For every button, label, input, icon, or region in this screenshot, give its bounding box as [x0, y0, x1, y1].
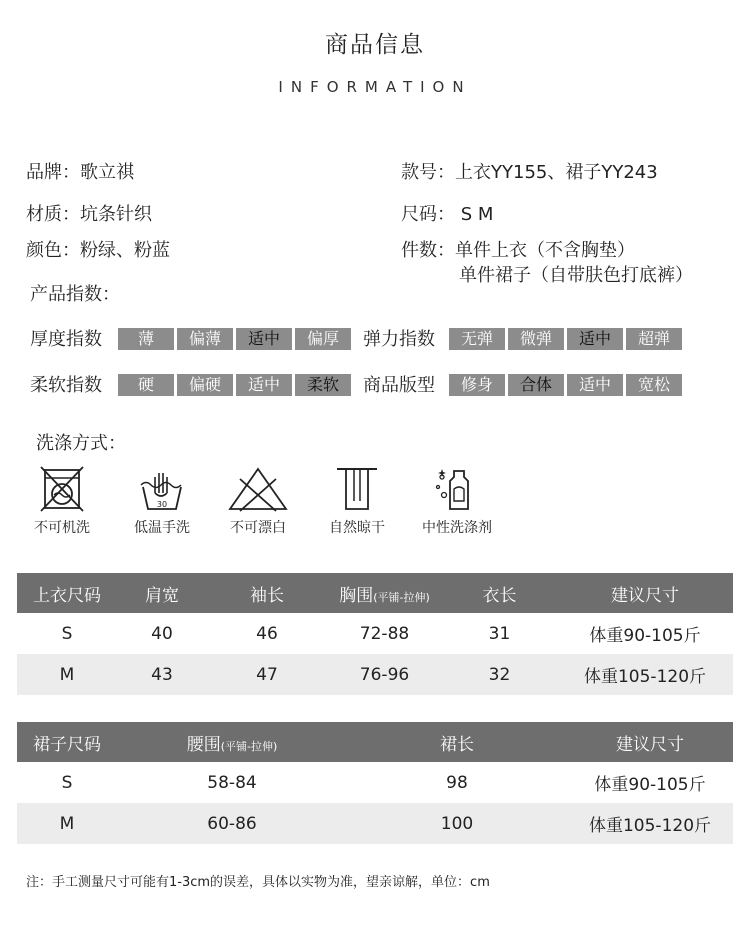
table-cell: 98 — [446, 772, 468, 793]
table-header-row — [17, 573, 733, 613]
wash-item — [307, 465, 407, 537]
thickness-option: 偏薄 — [177, 328, 233, 350]
softness-option: 硬 — [118, 374, 174, 396]
table-cell: S — [61, 772, 73, 793]
fit-option: 宽松 — [626, 374, 682, 396]
page-subtitle: INFORMATION — [278, 78, 472, 96]
column-header-note: (平铺-拉伸) — [220, 739, 278, 753]
wash-item-label: 不可机洗 — [34, 520, 90, 536]
table-row — [17, 613, 733, 654]
svg-text:30: 30 — [156, 500, 168, 509]
brand-info: 品牌：歌立祺 — [26, 162, 134, 183]
column-header: 裙长 — [347, 722, 567, 762]
thickness-index-label: 厚度指数 — [30, 329, 102, 350]
table-row — [17, 803, 733, 844]
style-number-info: 款号：上衣YY155、裙子YY243 — [401, 162, 658, 183]
table-row — [17, 762, 733, 803]
table-cell: 体重105-120斤 — [567, 803, 733, 844]
measurement-note: 注：手工测量尺寸可能有1-3cm的误差，具体以实物为准，望亲谅解，单位：cm — [26, 875, 490, 890]
skirt-size-table — [17, 722, 733, 844]
table-cell: 体重90-105斤 — [589, 626, 701, 646]
elasticity-option: 微弹 — [508, 328, 564, 350]
column-header: 肩宽 — [117, 573, 207, 613]
page-title: 商品信息 — [325, 32, 425, 58]
wash-item — [208, 465, 308, 537]
pieces-info: 件数：单件上衣（不含胸垫） — [401, 240, 635, 261]
color-info: 颜色：粉绿、粉蓝 — [26, 240, 170, 261]
table-cell: 76-96 — [327, 654, 442, 695]
softness-index-label: 柔软指数 — [30, 375, 102, 396]
index-section-title: 产品指数： — [30, 284, 120, 305]
elasticity-option: 无弹 — [449, 328, 505, 350]
fit-option: 适中 — [567, 374, 623, 396]
table-cell: 100 — [347, 803, 567, 844]
no-bleach-icon — [226, 465, 290, 513]
hand-wash-icon — [137, 465, 187, 513]
top-size-table — [17, 573, 733, 695]
no-machine-wash-icon — [39, 465, 85, 513]
column-header: 建议尺寸 — [567, 722, 733, 762]
neutral-detergent-icon — [432, 465, 482, 513]
table-cell: 体重105-120斤 — [557, 654, 733, 695]
wash-item — [112, 465, 212, 537]
table-cell: S — [61, 623, 73, 644]
column-header: 上衣尺码 — [17, 573, 117, 613]
table-cell: 40 — [151, 623, 173, 644]
table-cell: 43 — [117, 654, 207, 695]
column-header: 衣长 — [442, 573, 557, 613]
wash-item-label: 自然晾干 — [329, 520, 385, 536]
table-cell: 58-84 — [207, 772, 257, 793]
column-header: 裙子尺码 — [17, 722, 117, 762]
thickness-option: 偏厚 — [295, 328, 351, 350]
table-cell: 31 — [488, 623, 511, 644]
table-cell: M — [17, 803, 117, 844]
wash-item-label: 不可漂白 — [230, 520, 286, 536]
column-header: 袖长 — [207, 573, 327, 613]
column-header-main: 腰围 — [186, 734, 221, 755]
table-header-row — [17, 722, 733, 762]
table-cell: 72-88 — [359, 623, 410, 644]
table-cell: 46 — [256, 623, 278, 644]
wash-item — [407, 465, 507, 537]
elasticity-index-label: 弹力指数 — [363, 329, 435, 350]
thickness-option-selected: 适中 — [236, 328, 292, 350]
column-header-note: (平铺-拉伸) — [373, 590, 430, 604]
softness-option: 适中 — [236, 374, 292, 396]
fit-option: 修身 — [449, 374, 505, 396]
fit-index-label: 商品版型 — [363, 375, 435, 396]
fit-option-selected: 合体 — [508, 374, 564, 396]
column-header: 建议尺寸 — [557, 573, 733, 613]
table-row — [17, 654, 733, 695]
size-info: 尺码： S M — [401, 204, 494, 225]
table-cell: M — [17, 654, 117, 695]
table-cell: 47 — [207, 654, 327, 695]
thickness-option: 薄 — [118, 328, 174, 350]
table-cell: 60-86 — [117, 803, 347, 844]
column-header — [117, 722, 347, 762]
wash-item-label: 低温手洗 — [134, 520, 190, 536]
wash-section-title: 洗涤方式： — [36, 433, 126, 454]
wash-item-label: 中性洗涤剂 — [422, 520, 492, 536]
wash-item — [12, 465, 112, 537]
elasticity-option: 超弹 — [626, 328, 682, 350]
column-header-main: 胸围 — [339, 585, 374, 606]
softness-option-selected: 柔软 — [295, 374, 351, 396]
elasticity-option-selected: 适中 — [567, 328, 623, 350]
softness-option: 偏硬 — [177, 374, 233, 396]
table-cell: 32 — [442, 654, 557, 695]
pieces-info-line2: 单件裙子（自带肤色打底裤） — [459, 265, 693, 286]
column-header — [327, 573, 442, 613]
drip-dry-icon — [332, 465, 382, 513]
table-cell: 体重90-105斤 — [594, 775, 706, 795]
material-info: 材质：坑条针织 — [26, 204, 152, 225]
